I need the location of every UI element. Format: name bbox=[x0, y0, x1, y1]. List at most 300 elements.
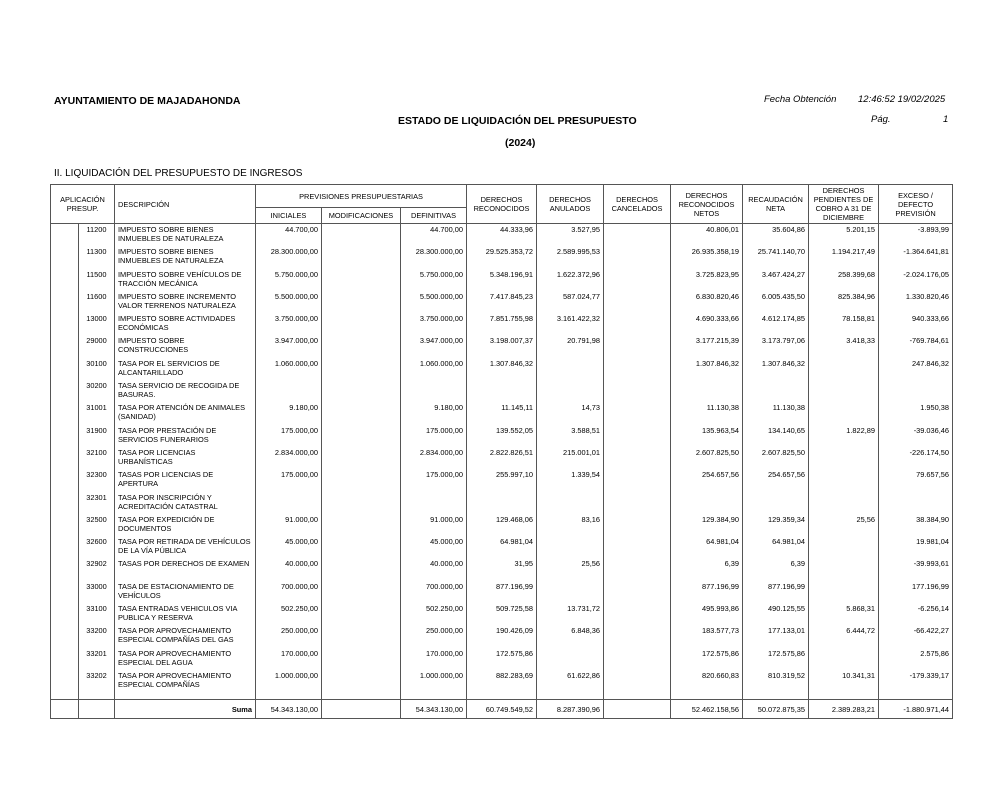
empty-cell bbox=[51, 700, 79, 719]
cell-recaudacion: 25.741.140,70 bbox=[743, 246, 809, 268]
cell-recaudacion bbox=[743, 380, 809, 402]
header-modificaciones: MODIFICACIONES bbox=[322, 208, 401, 224]
cell-reconocidos: 877.196,99 bbox=[467, 581, 537, 603]
cell-reconocidos: 255.997,10 bbox=[467, 469, 537, 491]
cell-netos: 64.981,04 bbox=[671, 536, 743, 558]
table-row bbox=[51, 380, 953, 402]
header-exceso: EXCESO / DEFECTO PREVISIÓN bbox=[879, 185, 953, 224]
cell-recaudacion: 6,39 bbox=[743, 558, 809, 580]
cell-iniciales: 2.834.000,00 bbox=[256, 447, 322, 469]
cell-exceso: -6.256,14 bbox=[879, 603, 953, 625]
cell-modificaciones bbox=[322, 558, 401, 580]
cell-modificaciones bbox=[322, 581, 401, 603]
cell-pendientes: 5.868,31 bbox=[809, 603, 879, 625]
cell-descripcion: TASAS POR DERECHOS DE EXAMEN bbox=[115, 558, 256, 580]
sum-exceso: -1.880.971,44 bbox=[879, 700, 953, 719]
cell-cancelados bbox=[604, 269, 671, 291]
table-row bbox=[51, 581, 953, 603]
cell-exceso: 1.330.820,46 bbox=[879, 291, 953, 313]
cell-exceso: -2.024.176,05 bbox=[879, 269, 953, 291]
cell-anulados bbox=[537, 358, 604, 380]
cell-cancelados bbox=[604, 425, 671, 447]
header-netos: DERECHOS RECONOCIDOS NETOS bbox=[671, 185, 743, 224]
cell-exceso: -179.339,17 bbox=[879, 670, 953, 692]
cell-iniciales: 250.000,00 bbox=[256, 625, 322, 647]
empty-cell bbox=[51, 269, 79, 291]
cell-anulados: 14,73 bbox=[537, 402, 604, 424]
table-row bbox=[51, 224, 953, 247]
fecha-value: 12:46:52 19/02/2025 bbox=[858, 94, 946, 105]
empty-cell bbox=[51, 670, 79, 692]
cell-iniciales: 1.000.000,00 bbox=[256, 670, 322, 692]
empty-cell bbox=[51, 692, 79, 700]
cell-descripcion: TASA POR APROVECHAMIENTO ESPECIAL COMPAÑÍAS bbox=[115, 670, 256, 692]
table-row bbox=[51, 514, 953, 536]
cell-recaudacion: 64.981,04 bbox=[743, 536, 809, 558]
cell-modificaciones bbox=[322, 469, 401, 491]
table-row bbox=[51, 425, 953, 447]
empty-cell bbox=[51, 447, 79, 469]
cell-reconocidos: 1.307.846,32 bbox=[467, 358, 537, 380]
header-descripcion: DESCRIPCIÓN bbox=[115, 185, 256, 224]
cell-reconocidos: 882.283,69 bbox=[467, 670, 537, 692]
cell-iniciales: 40.000,00 bbox=[256, 558, 322, 580]
cell-descripcion: IMPUESTO SOBRE BIENES INMUEBLES DE NATURALEZA bbox=[115, 224, 256, 247]
cell-netos: 172.575,86 bbox=[671, 648, 743, 670]
cell-descripcion: TASA POR PRESTACIÓN DE SERVICIOS FUNERARIOS bbox=[115, 425, 256, 447]
cell-modificaciones bbox=[322, 603, 401, 625]
empty-cell bbox=[322, 692, 401, 700]
empty-cell bbox=[79, 700, 115, 719]
cell-exceso: 2.575,86 bbox=[879, 648, 953, 670]
cell-pendientes bbox=[809, 558, 879, 580]
empty-cell bbox=[115, 692, 256, 700]
cell-anulados: 61.622,86 bbox=[537, 670, 604, 692]
header-anulados: DERECHOS ANULADOS bbox=[537, 185, 604, 224]
table-row bbox=[51, 648, 953, 670]
cell-iniciales: 3.750.000,00 bbox=[256, 313, 322, 335]
cell-code: 11500 bbox=[79, 269, 115, 291]
sum-pendientes: 2.389.283,21 bbox=[809, 700, 879, 719]
cell-anulados: 215.001,01 bbox=[537, 447, 604, 469]
cell-anulados: 1.339,54 bbox=[537, 469, 604, 491]
cell-definitivas: 170.000,00 bbox=[401, 648, 467, 670]
section-title: II. LIQUIDACIÓN DEL PRESUPUESTO DE INGRESOS bbox=[54, 168, 303, 179]
cell-descripcion: TASA POR ATENCIÓN DE ANIMALES (SANIDAD) bbox=[115, 402, 256, 424]
cell-recaudacion: 877.196,99 bbox=[743, 581, 809, 603]
page-number: 1 bbox=[943, 114, 949, 125]
sum-reconocidos: 60.749.549,52 bbox=[467, 700, 537, 719]
cell-iniciales: 3.947.000,00 bbox=[256, 335, 322, 357]
empty-cell bbox=[51, 625, 79, 647]
cell-iniciales bbox=[256, 380, 322, 402]
cell-code: 33000 bbox=[79, 581, 115, 603]
cell-anulados: 6.848,36 bbox=[537, 625, 604, 647]
cell-code: 33100 bbox=[79, 603, 115, 625]
cell-recaudacion bbox=[743, 492, 809, 514]
cell-descripcion: TASA DE ESTACIONAMIENTO DE VEHÍCULOS bbox=[115, 581, 256, 603]
cell-code: 11600 bbox=[79, 291, 115, 313]
cell-exceso: 79.657,56 bbox=[879, 469, 953, 491]
cell-recaudacion: 134.140,65 bbox=[743, 425, 809, 447]
empty-cell bbox=[51, 469, 79, 491]
cell-iniciales: 5.750.000,00 bbox=[256, 269, 322, 291]
table-body bbox=[51, 224, 953, 719]
cell-cancelados bbox=[604, 335, 671, 357]
cell-anulados bbox=[537, 581, 604, 603]
cell-descripcion: TASA ENTRADAS VEHICULOS VIA PUBLICA Y RESERVA bbox=[115, 603, 256, 625]
cell-cancelados bbox=[604, 447, 671, 469]
empty-cell bbox=[809, 692, 879, 700]
cell-modificaciones bbox=[322, 291, 401, 313]
cell-modificaciones bbox=[322, 492, 401, 514]
table-row bbox=[51, 358, 953, 380]
cell-netos: 2.607.825,50 bbox=[671, 447, 743, 469]
cell-code: 29000 bbox=[79, 335, 115, 357]
liquidation-table bbox=[50, 184, 953, 719]
cell-pendientes: 5.201,15 bbox=[809, 224, 879, 247]
header-recaudacion: RECAUDACIÓN NETA bbox=[743, 185, 809, 224]
cell-cancelados bbox=[604, 670, 671, 692]
cell-exceso: -769.784,61 bbox=[879, 335, 953, 357]
cell-code: 33202 bbox=[79, 670, 115, 692]
cell-code: 13000 bbox=[79, 313, 115, 335]
empty-cell bbox=[51, 536, 79, 558]
cell-definitivas: 250.000,00 bbox=[401, 625, 467, 647]
cell-reconocidos bbox=[467, 492, 537, 514]
cell-pendientes bbox=[809, 402, 879, 424]
table-row bbox=[51, 492, 953, 514]
table-row bbox=[51, 313, 953, 335]
cell-reconocidos: 172.575,86 bbox=[467, 648, 537, 670]
empty-cell bbox=[671, 692, 743, 700]
cell-cancelados bbox=[604, 358, 671, 380]
cell-code: 30200 bbox=[79, 380, 115, 402]
cell-code: 33200 bbox=[79, 625, 115, 647]
cell-recaudacion: 490.125,55 bbox=[743, 603, 809, 625]
spacer-row bbox=[51, 692, 953, 700]
cell-anulados: 25,56 bbox=[537, 558, 604, 580]
cell-descripcion: TASA POR EXPEDICIÓN DE DOCUMENTOS bbox=[115, 514, 256, 536]
sum-cancelados bbox=[604, 700, 671, 719]
cell-modificaciones bbox=[322, 224, 401, 247]
cell-definitivas: 3.750.000,00 bbox=[401, 313, 467, 335]
cell-iniciales: 91.000,00 bbox=[256, 514, 322, 536]
cell-recaudacion: 4.612.174,85 bbox=[743, 313, 809, 335]
cell-recaudacion: 3.173.797,06 bbox=[743, 335, 809, 357]
cell-definitivas: 44.700,00 bbox=[401, 224, 467, 247]
cell-anulados bbox=[537, 380, 604, 402]
empty-cell bbox=[51, 514, 79, 536]
empty-cell bbox=[879, 692, 953, 700]
header-definitivas: DEFINITIVAS bbox=[401, 208, 467, 224]
cell-pendientes bbox=[809, 581, 879, 603]
cell-iniciales: 170.000,00 bbox=[256, 648, 322, 670]
cell-pendientes: 1.822,89 bbox=[809, 425, 879, 447]
cell-iniciales: 175.000,00 bbox=[256, 425, 322, 447]
cell-cancelados bbox=[604, 469, 671, 491]
cell-descripcion: TASA POR RETIRADA DE VEHÍCULOS DE LA VÍA PÚBLICA bbox=[115, 536, 256, 558]
cell-code: 33201 bbox=[79, 648, 115, 670]
cell-anulados: 83,16 bbox=[537, 514, 604, 536]
cell-pendientes bbox=[809, 648, 879, 670]
cell-code: 32300 bbox=[79, 469, 115, 491]
cell-cancelados bbox=[604, 291, 671, 313]
report-year: (2024) bbox=[505, 137, 536, 149]
cell-definitivas: 3.947.000,00 bbox=[401, 335, 467, 357]
fecha-label: Fecha Obtención bbox=[764, 94, 837, 105]
cell-pendientes: 1.194.217,49 bbox=[809, 246, 879, 268]
cell-anulados: 3.588,51 bbox=[537, 425, 604, 447]
cell-anulados: 2.589.995,53 bbox=[537, 246, 604, 268]
header-iniciales: INICIALES bbox=[256, 208, 322, 224]
cell-netos: 6,39 bbox=[671, 558, 743, 580]
cell-descripcion: TASA POR LICENCIAS URBANÍSTICAS bbox=[115, 447, 256, 469]
cell-reconocidos: 2.822.826,51 bbox=[467, 447, 537, 469]
cell-exceso bbox=[879, 492, 953, 514]
header-aplicacion: APLICACIÓN PRESUP. bbox=[51, 185, 115, 224]
sum-label: Suma bbox=[115, 700, 256, 719]
cell-exceso: 247.846,32 bbox=[879, 358, 953, 380]
sum-iniciales: 54.343.130,00 bbox=[256, 700, 322, 719]
cell-anulados: 20.791,98 bbox=[537, 335, 604, 357]
cell-exceso: -226.174,50 bbox=[879, 447, 953, 469]
table-row bbox=[51, 469, 953, 491]
table-row bbox=[51, 335, 953, 357]
cell-reconocidos bbox=[467, 380, 537, 402]
empty-cell bbox=[51, 402, 79, 424]
cell-descripcion: IMPUESTO SOBRE VEHÍCULOS DE TRACCIÓN MECÁNICA bbox=[115, 269, 256, 291]
cell-modificaciones bbox=[322, 335, 401, 357]
cell-definitivas: 175.000,00 bbox=[401, 469, 467, 491]
cell-code: 31900 bbox=[79, 425, 115, 447]
cell-exceso: -39.993,61 bbox=[879, 558, 953, 580]
header-reconocidos: DERECHOS RECONOCIDOS bbox=[467, 185, 537, 224]
cell-anulados: 587.024,77 bbox=[537, 291, 604, 313]
organization-name: AYUNTAMIENTO DE MAJADAHONDA bbox=[54, 95, 241, 107]
cell-modificaciones bbox=[322, 514, 401, 536]
cell-code: 31001 bbox=[79, 402, 115, 424]
cell-definitivas: 502.250,00 bbox=[401, 603, 467, 625]
table-row bbox=[51, 536, 953, 558]
cell-pendientes bbox=[809, 492, 879, 514]
cell-netos: 11.130,38 bbox=[671, 402, 743, 424]
cell-cancelados bbox=[604, 558, 671, 580]
cell-iniciales bbox=[256, 492, 322, 514]
cell-netos: 6.830.820,46 bbox=[671, 291, 743, 313]
cell-netos: 26.935.358,19 bbox=[671, 246, 743, 268]
cell-recaudacion: 177.133,01 bbox=[743, 625, 809, 647]
cell-modificaciones bbox=[322, 402, 401, 424]
cell-cancelados bbox=[604, 581, 671, 603]
cell-modificaciones bbox=[322, 625, 401, 647]
cell-reconocidos: 44.333,96 bbox=[467, 224, 537, 247]
cell-netos: 135.963,54 bbox=[671, 425, 743, 447]
cell-reconocidos: 11.145,11 bbox=[467, 402, 537, 424]
header-pendientes: DERECHOS PENDIENTES DE COBRO A 31 DE DICIEMBRE bbox=[809, 185, 879, 224]
cell-netos: 183.577,73 bbox=[671, 625, 743, 647]
cell-descripcion: TASA POR INSCRIPCIÓN Y ACREDITACIÓN CATASTRAL bbox=[115, 492, 256, 514]
cell-modificaciones bbox=[322, 269, 401, 291]
cell-definitivas: 45.000,00 bbox=[401, 536, 467, 558]
cell-cancelados bbox=[604, 648, 671, 670]
cell-netos bbox=[671, 380, 743, 402]
cell-netos: 1.307.846,32 bbox=[671, 358, 743, 380]
cell-recaudacion: 129.359,34 bbox=[743, 514, 809, 536]
cell-pendientes: 825.384,96 bbox=[809, 291, 879, 313]
cell-descripcion: IMPUESTO SOBRE INCREMENTO VALOR TERRENOS NATURALEZA bbox=[115, 291, 256, 313]
cell-netos bbox=[671, 492, 743, 514]
cell-definitivas: 40.000,00 bbox=[401, 558, 467, 580]
empty-cell bbox=[51, 558, 79, 580]
cell-iniciales: 175.000,00 bbox=[256, 469, 322, 491]
cell-netos: 877.196,99 bbox=[671, 581, 743, 603]
cell-anulados bbox=[537, 536, 604, 558]
cell-exceso: 177.196,99 bbox=[879, 581, 953, 603]
cell-pendientes: 6.444,72 bbox=[809, 625, 879, 647]
cell-reconocidos: 509.725,58 bbox=[467, 603, 537, 625]
cell-modificaciones bbox=[322, 536, 401, 558]
cell-code: 32100 bbox=[79, 447, 115, 469]
cell-anulados: 13.731,72 bbox=[537, 603, 604, 625]
sum-modificaciones bbox=[322, 700, 401, 719]
cell-exceso: -1.364.641,81 bbox=[879, 246, 953, 268]
empty-cell bbox=[79, 692, 115, 700]
table-row bbox=[51, 447, 953, 469]
empty-cell bbox=[743, 692, 809, 700]
cell-reconocidos: 7.851.755,98 bbox=[467, 313, 537, 335]
empty-cell bbox=[604, 692, 671, 700]
empty-cell bbox=[51, 648, 79, 670]
cell-iniciales: 28.300.000,00 bbox=[256, 246, 322, 268]
cell-cancelados bbox=[604, 514, 671, 536]
table-row bbox=[51, 670, 953, 692]
cell-cancelados bbox=[604, 603, 671, 625]
cell-cancelados bbox=[604, 492, 671, 514]
sum-netos: 52.462.158,56 bbox=[671, 700, 743, 719]
empty-cell bbox=[51, 492, 79, 514]
empty-cell bbox=[256, 692, 322, 700]
cell-cancelados bbox=[604, 224, 671, 247]
cell-definitivas bbox=[401, 380, 467, 402]
cell-descripcion: TASA POR EL SERVICIOS DE ALCANTARILLADO bbox=[115, 358, 256, 380]
empty-cell bbox=[537, 692, 604, 700]
table-row bbox=[51, 603, 953, 625]
cell-reconocidos: 129.468,06 bbox=[467, 514, 537, 536]
cell-iniciales: 44.700,00 bbox=[256, 224, 322, 247]
cell-recaudacion: 2.607.825,50 bbox=[743, 447, 809, 469]
cell-modificaciones bbox=[322, 670, 401, 692]
cell-code: 32600 bbox=[79, 536, 115, 558]
cell-modificaciones bbox=[322, 246, 401, 268]
cell-reconocidos: 29.525.353,72 bbox=[467, 246, 537, 268]
table-row bbox=[51, 625, 953, 647]
sum-definitivas: 54.343.130,00 bbox=[401, 700, 467, 719]
cell-cancelados bbox=[604, 536, 671, 558]
cell-definitivas: 5.750.000,00 bbox=[401, 269, 467, 291]
cell-descripcion: TASAS POR LICENCIAS DE APERTURA bbox=[115, 469, 256, 491]
cell-iniciales: 45.000,00 bbox=[256, 536, 322, 558]
cell-pendientes: 3.418,33 bbox=[809, 335, 879, 357]
cell-code: 30100 bbox=[79, 358, 115, 380]
header-previsiones: PREVISIONES PRESUPUESTARIAS bbox=[256, 185, 467, 208]
empty-cell bbox=[51, 246, 79, 268]
cell-reconocidos: 31,95 bbox=[467, 558, 537, 580]
table-row bbox=[51, 558, 953, 580]
cell-reconocidos: 7.417.845,23 bbox=[467, 291, 537, 313]
sum-row bbox=[51, 700, 953, 719]
cell-code: 11300 bbox=[79, 246, 115, 268]
cell-modificaciones bbox=[322, 648, 401, 670]
cell-descripcion: IMPUESTO SOBRE BIENES INMUEBLES DE NATURALEZA bbox=[115, 246, 256, 268]
empty-cell bbox=[401, 692, 467, 700]
cell-recaudacion: 810.319,52 bbox=[743, 670, 809, 692]
empty-cell bbox=[51, 581, 79, 603]
cell-pendientes bbox=[809, 447, 879, 469]
cell-reconocidos: 64.981,04 bbox=[467, 536, 537, 558]
cell-iniciales: 9.180,00 bbox=[256, 402, 322, 424]
cell-netos: 3.177.215,39 bbox=[671, 335, 743, 357]
cell-netos: 40.806,01 bbox=[671, 224, 743, 247]
cell-definitivas: 9.180,00 bbox=[401, 402, 467, 424]
table-row bbox=[51, 246, 953, 268]
page-label: Pág. bbox=[871, 114, 891, 125]
cell-netos: 3.725.823,95 bbox=[671, 269, 743, 291]
cell-descripcion: TASA SERVICIO DE RECOGIDA DE BASURAS. bbox=[115, 380, 256, 402]
cell-code: 11200 bbox=[79, 224, 115, 247]
cell-exceso: 19.981,04 bbox=[879, 536, 953, 558]
cell-exceso: 38.384,90 bbox=[879, 514, 953, 536]
cell-cancelados bbox=[604, 402, 671, 424]
cell-modificaciones bbox=[322, 380, 401, 402]
cell-code: 32902 bbox=[79, 558, 115, 580]
cell-modificaciones bbox=[322, 425, 401, 447]
empty-cell bbox=[51, 358, 79, 380]
cell-exceso: 1.950,38 bbox=[879, 402, 953, 424]
cell-iniciales: 5.500.000,00 bbox=[256, 291, 322, 313]
cell-definitivas: 91.000,00 bbox=[401, 514, 467, 536]
cell-exceso: -66.422,27 bbox=[879, 625, 953, 647]
cell-exceso bbox=[879, 380, 953, 402]
empty-cell bbox=[51, 603, 79, 625]
cell-definitivas: 2.834.000,00 bbox=[401, 447, 467, 469]
cell-cancelados bbox=[604, 313, 671, 335]
cell-pendientes: 25,56 bbox=[809, 514, 879, 536]
cell-anulados bbox=[537, 492, 604, 514]
cell-netos: 129.384,90 bbox=[671, 514, 743, 536]
empty-cell bbox=[467, 692, 537, 700]
cell-cancelados bbox=[604, 625, 671, 647]
cell-netos: 820.660,83 bbox=[671, 670, 743, 692]
empty-cell bbox=[51, 380, 79, 402]
cell-pendientes bbox=[809, 536, 879, 558]
empty-cell bbox=[51, 291, 79, 313]
cell-descripcion: TASA POR APROVECHAMIENTO ESPECIAL COMPAÑÍAS DEL GAS bbox=[115, 625, 256, 647]
empty-cell bbox=[51, 313, 79, 335]
empty-cell bbox=[51, 425, 79, 447]
sum-anulados: 8.287.390,96 bbox=[537, 700, 604, 719]
cell-recaudacion: 172.575,86 bbox=[743, 648, 809, 670]
cell-recaudacion: 1.307.846,32 bbox=[743, 358, 809, 380]
cell-descripcion: IMPUESTO SOBRE CONSTRUCCIONES bbox=[115, 335, 256, 357]
cell-modificaciones bbox=[322, 447, 401, 469]
table-row bbox=[51, 291, 953, 313]
cell-reconocidos: 5.348.196,91 bbox=[467, 269, 537, 291]
cell-recaudacion: 254.657,56 bbox=[743, 469, 809, 491]
cell-code: 32301 bbox=[79, 492, 115, 514]
cell-recaudacion: 6.005.435,50 bbox=[743, 291, 809, 313]
cell-reconocidos: 3.198.007,37 bbox=[467, 335, 537, 357]
